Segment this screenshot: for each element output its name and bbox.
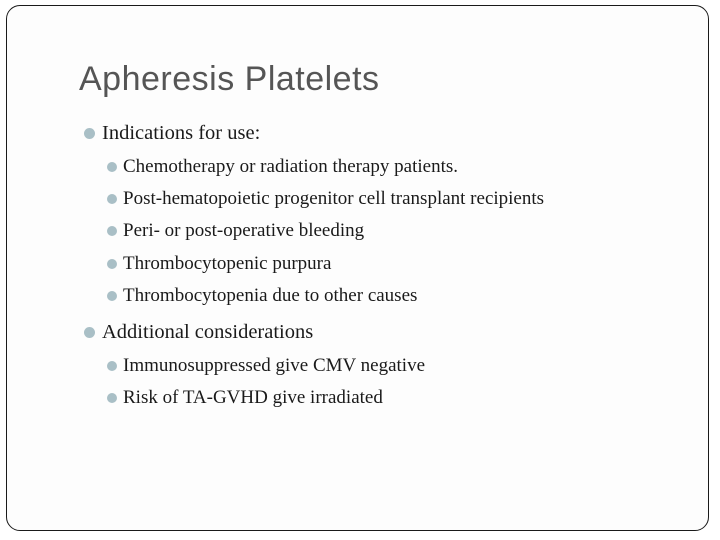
sub-bullet-item bbox=[107, 155, 458, 179]
bullet-text: Indications for use: bbox=[102, 121, 261, 144]
sub-bullet-text: Thrombocytopenia due to other causes bbox=[123, 285, 418, 306]
bullet-item-indications bbox=[84, 120, 260, 146]
bullet-text: Additional considerations bbox=[102, 320, 314, 343]
bullet-icon bbox=[107, 162, 117, 172]
sub-bullet-item bbox=[107, 219, 364, 243]
sub-bullet-text: Immunosuppressed give CMV negative bbox=[123, 355, 426, 376]
sub-bullet-item bbox=[107, 386, 383, 410]
sub-bullet-item bbox=[107, 187, 544, 211]
bullet-icon bbox=[107, 291, 117, 301]
bullet-icon bbox=[107, 194, 117, 204]
sub-bullet-text: Post-hematopoietic progenitor cell transplant recipients bbox=[123, 188, 545, 209]
bullet-item-additional-considerations bbox=[84, 319, 313, 345]
bullet-icon bbox=[107, 361, 117, 371]
sub-bullet-text: Peri- or post-operative bleeding bbox=[123, 220, 365, 241]
sub-bullet-item bbox=[107, 252, 331, 276]
sub-bullet-item bbox=[107, 284, 417, 308]
sub-bullet-text: Thrombocytopenic purpura bbox=[123, 253, 332, 274]
bullet-icon bbox=[84, 128, 95, 139]
bullet-icon bbox=[107, 393, 117, 403]
bullet-icon bbox=[107, 259, 117, 269]
slide-title: Apheresis Platelets bbox=[79, 60, 380, 98]
sub-bullet-text: Chemotherapy or radiation therapy patients. bbox=[123, 156, 459, 177]
sub-bullet-item bbox=[107, 354, 425, 378]
sub-bullet-text: Risk of TA-GVHD give irradiated bbox=[123, 387, 383, 408]
bullet-icon bbox=[107, 226, 117, 236]
bullet-icon bbox=[84, 327, 95, 338]
